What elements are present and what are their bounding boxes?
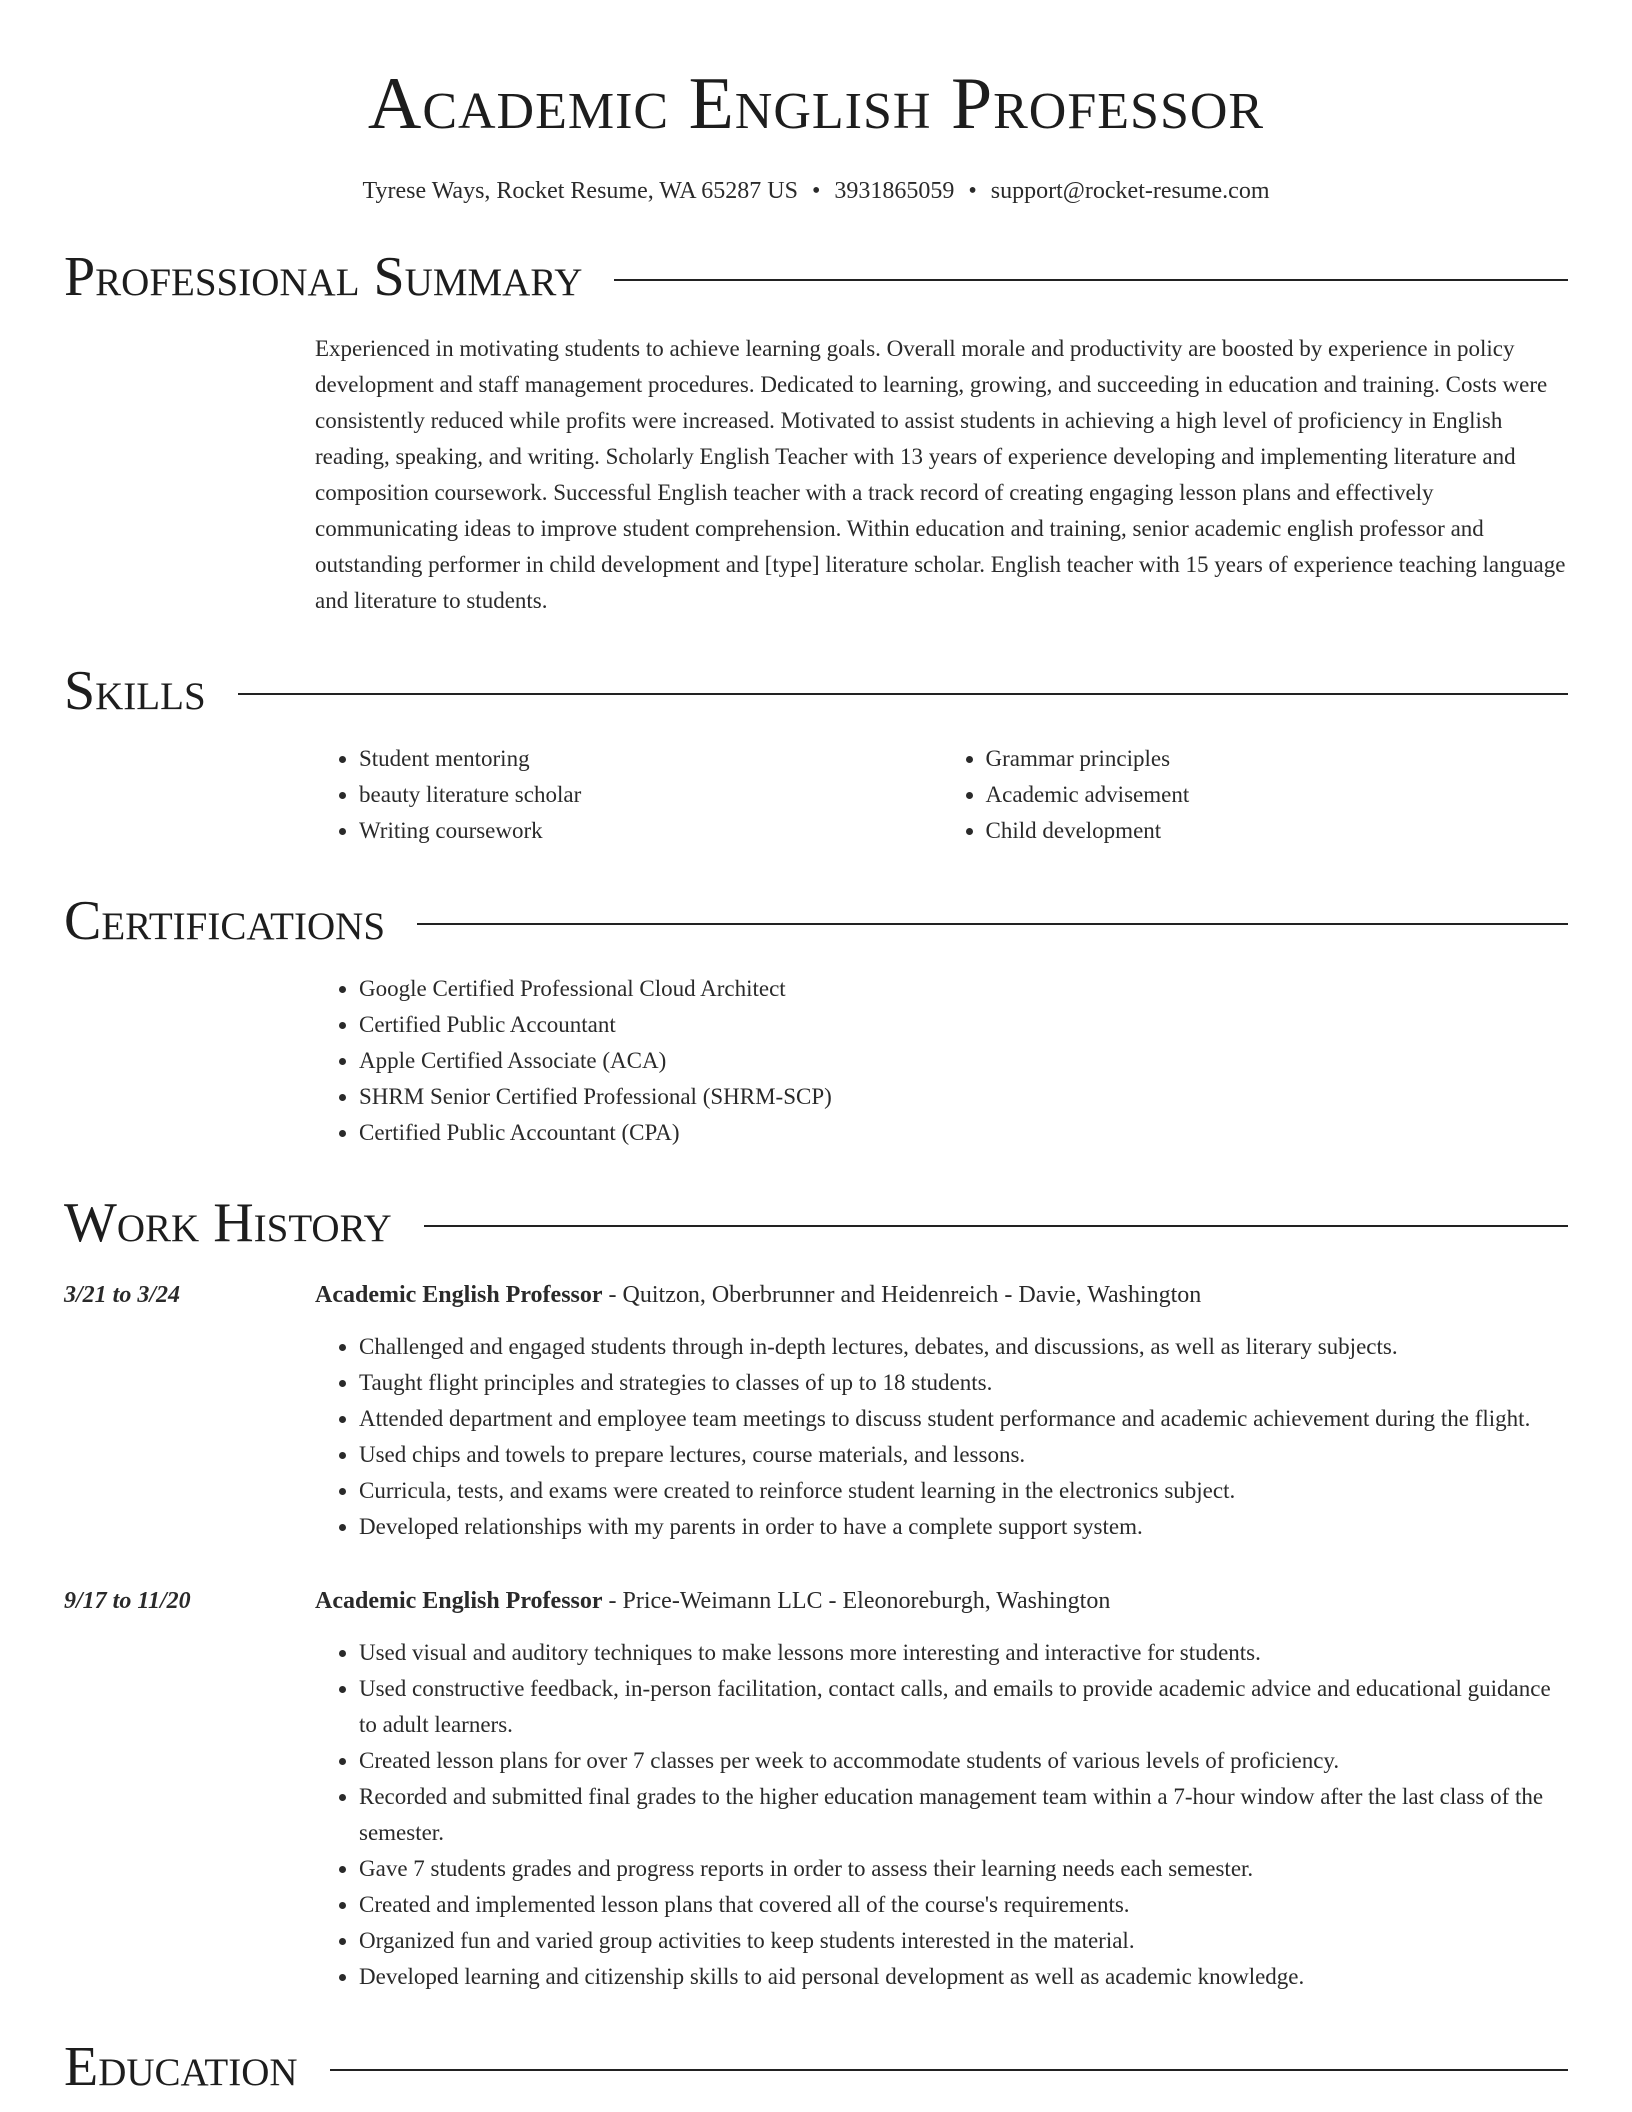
job-heading xyxy=(315,1277,1568,1313)
certifications-section-header xyxy=(64,889,1568,953)
contact-email[interactable]: support@rocket-resume.com xyxy=(990,178,1270,204)
summary-section-header xyxy=(64,245,1568,309)
job-bullet: • Used chips and towels to prepare lectures, course materials, and lessons. xyxy=(359,1437,1568,1473)
section-heading-certifications: Certifications xyxy=(64,890,386,952)
job-bullet: • Taught flight principles and strategies to classes of up to 18 students. xyxy=(359,1365,1568,1401)
section-heading-work-history: Work History xyxy=(64,1192,392,1254)
section-divider xyxy=(330,2069,1568,2071)
work-history-section-header xyxy=(64,1191,1568,1255)
section-divider xyxy=(614,279,1568,281)
job-details xyxy=(315,1277,1568,1545)
section-heading-education: Education xyxy=(64,2036,298,2098)
job-bullet: • Recorded and submitted final grades to the higher education management team within a 7-hour window after the last class of the semester. xyxy=(359,1779,1568,1851)
resume-title: Academic English Professor xyxy=(367,63,1265,145)
job-bullet: • Used constructive feedback, in-person facilitation, contact calls, and emails to provide academic advice and educational guidance to adult learners. xyxy=(359,1671,1568,1743)
job-entry xyxy=(64,1277,1568,1545)
certification-item: • Certified Public Accountant (CPA) xyxy=(359,1115,1568,1151)
certifications-list xyxy=(315,971,1568,1151)
job-details xyxy=(315,1583,1568,1995)
job-employer-location: - Quitzon, Oberbrunner and Heidenreich - Davie, Washington xyxy=(602,1282,1202,1308)
skills-section-header xyxy=(64,659,1568,723)
contact-phone: 3931865059 xyxy=(834,178,955,204)
contact-address: Tyrese Ways, Rocket Resume, WA 65287 US xyxy=(362,178,798,204)
skills-column-right xyxy=(942,741,1569,849)
skills-column-left xyxy=(315,741,942,849)
job-position: Academic English Professor xyxy=(315,1282,603,1308)
section-divider xyxy=(417,923,1568,925)
job-bullet: • Attended department and employee team meetings to discuss student performance and academic achievement during the flight. xyxy=(359,1401,1568,1437)
job-bullet: • Created and implemented lesson plans that covered all of the course's requirements. xyxy=(359,1887,1568,1923)
job-bullet: • Used visual and auditory techniques to make lessons more interesting and interactive for students. xyxy=(359,1635,1568,1671)
section-divider xyxy=(238,693,1568,695)
job-dates: 3/21 to 3/24 xyxy=(64,1282,181,1308)
skill-item: • beauty literature scholar xyxy=(359,777,942,813)
skill-item: • Grammar principles xyxy=(986,741,1569,777)
summary-text: Experienced in motivating students to achieve learning goals. Overall morale and productivity are boosted by experience in policy development and staff management procedures. Dedicated to learning, growing, and succeeding in education and training. Costs were consistently reduced while profits were increased. Motivated to assist students in achieving a high level of proficiency in English reading, speaking, and writing. Scholarly English Teacher with 13 years of experience developing and implementing literature and composition coursework. Successful English teacher with a track record of creating engaging lesson plans and effectively communicating ideas to improve student comprehension. Within education and training, senior academic english professor and outstanding performer in child development and [type] literature scholar. English teacher with 15 years of experience teaching language and literature to students. xyxy=(315,336,1566,613)
job-bullets xyxy=(315,1635,1568,1995)
section-heading-skills: Skills xyxy=(64,660,206,722)
contact-line xyxy=(64,178,1568,205)
skill-item: • Academic advisement xyxy=(986,777,1569,813)
skill-item: • Writing coursework xyxy=(359,813,942,849)
skill-item: • Student mentoring xyxy=(359,741,942,777)
job-employer-location: - Price-Weimann LLC - Eleonoreburgh, Washington xyxy=(602,1588,1111,1614)
job-bullet: • Organized fun and varied group activities to keep students interested in the material. xyxy=(359,1923,1568,1959)
skill-item: • Child development xyxy=(986,813,1569,849)
job-bullets xyxy=(315,1329,1568,1545)
job-bullet: • Created lesson plans for over 7 classes per week to accommodate students of various levels of proficiency. xyxy=(359,1743,1568,1779)
certification-item: • Apple Certified Associate (ACA) xyxy=(359,1043,1568,1079)
certification-item: • SHRM Senior Certified Professional (SHRM-SCP) xyxy=(359,1079,1568,1115)
job-heading xyxy=(315,1583,1568,1619)
job-position: Academic English Professor xyxy=(315,1588,603,1614)
job-bullet: • Developed relationships with my parents in order to have a complete support system. xyxy=(359,1509,1568,1545)
skills-list xyxy=(315,741,1568,849)
contact-separator: • xyxy=(811,178,821,204)
job-bullet: • Challenged and engaged students through in-depth lectures, debates, and discussions, as well as literary subjects. xyxy=(359,1329,1568,1365)
certification-item: • Google Certified Professional Cloud Architect xyxy=(359,971,1568,1007)
section-divider xyxy=(424,1225,1568,1227)
contact-separator: • xyxy=(968,178,977,204)
certification-item: • Certified Public Accountant xyxy=(359,1007,1568,1043)
job-entry xyxy=(64,1583,1568,1995)
section-heading-summary: Professional Summary xyxy=(64,246,583,308)
education-section-header xyxy=(64,2035,1568,2099)
job-bullet: • Gave 7 students grades and progress reports in order to assess their learning needs each semester. xyxy=(359,1851,1568,1887)
job-bullet: • Curricula, tests, and exams were created to reinforce student learning in the electronics subject. xyxy=(359,1473,1568,1509)
job-bullet: • Developed learning and citizenship skills to aid personal development as well as academic knowledge. xyxy=(359,1959,1568,1995)
job-dates: 9/17 to 11/20 xyxy=(64,1588,191,1614)
